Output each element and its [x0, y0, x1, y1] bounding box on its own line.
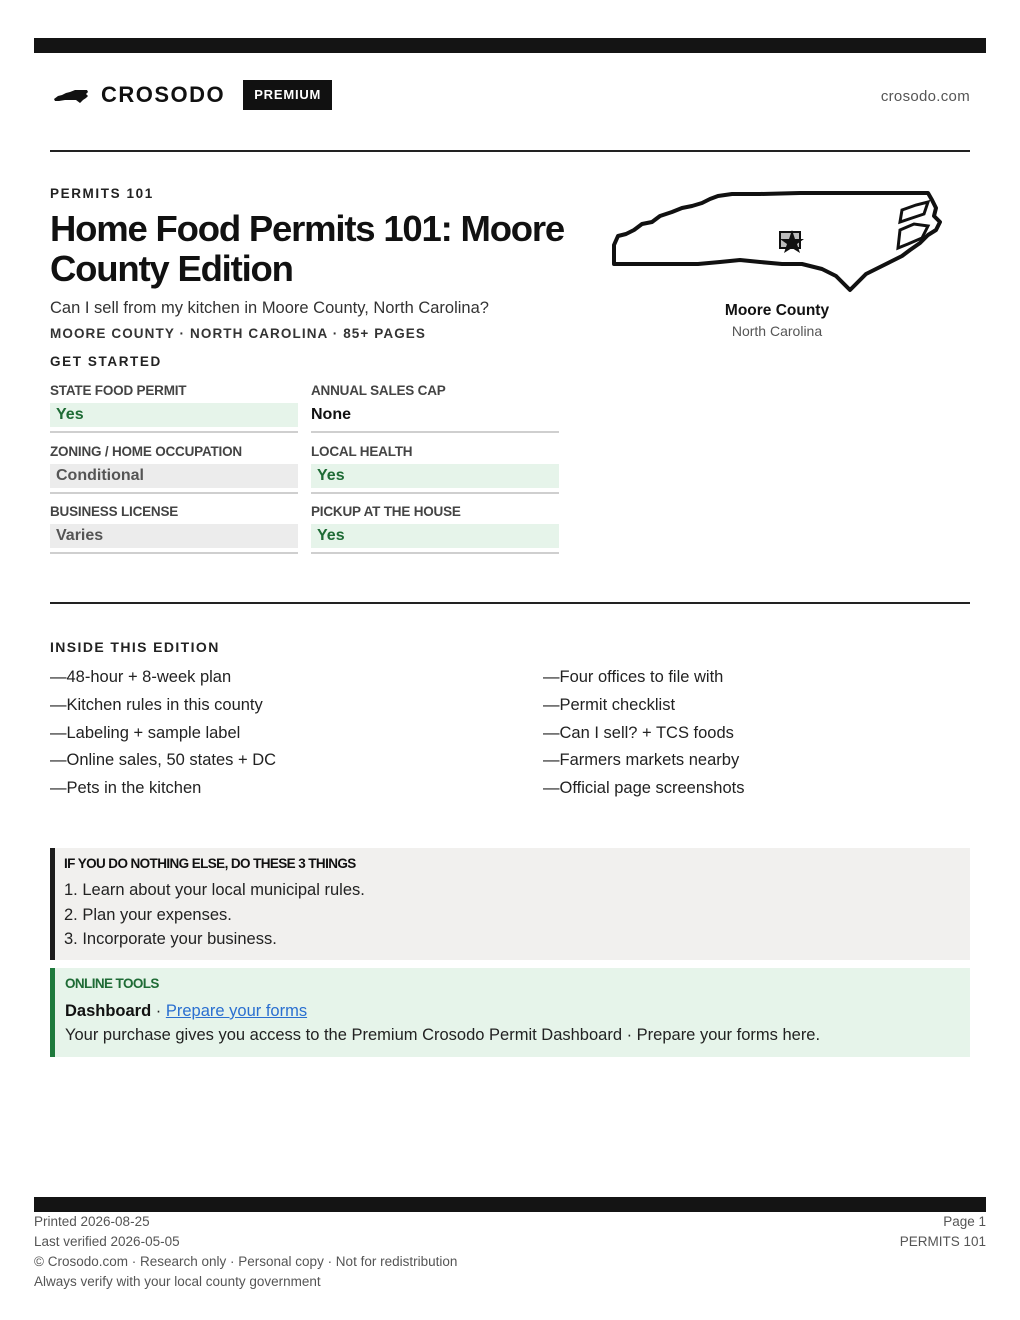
- field-underline: [311, 431, 559, 433]
- section-name: PERMITS 101: [899, 1234, 986, 1249]
- field-business-license: [50, 503, 298, 554]
- field-state-food-permit: [50, 382, 298, 433]
- prepare-forms-link[interactable]: Prepare your forms: [165, 1002, 308, 1020]
- brand-name: CROSODO: [101, 82, 226, 107]
- bottom-rule: [34, 1197, 986, 1212]
- map-county: Moore County: [724, 302, 830, 319]
- brand[interactable]: [50, 80, 332, 110]
- field-underline: [311, 552, 559, 554]
- page-number: Page 1: [943, 1214, 986, 1229]
- field-zoning: [50, 443, 298, 494]
- copyright: © Crosodo.com · Research only · Personal copy · Not for redistribution: [34, 1254, 458, 1269]
- dashboard-label: Dashboard: [65, 1002, 152, 1020]
- north-carolina-map-icon: [610, 188, 945, 296]
- inside-heading: INSIDE THIS EDITION: [50, 639, 220, 655]
- status-badge: Varies: [50, 524, 298, 548]
- field-local-health: [311, 443, 559, 494]
- section-divider: [50, 602, 970, 604]
- premium-badge: PREMIUM: [243, 80, 332, 110]
- callout-step: 1. Learn about your local municipal rules.: [64, 881, 365, 899]
- tools-description: Your purchase gives you access to the Premium Crosodo Permit Dashboard · Prepare your forms here.: [65, 1026, 821, 1044]
- footer-left: [34, 1212, 457, 1292]
- list-item: —Can I sell? + TCS foods: [543, 723, 734, 742]
- status-badge: Yes: [311, 464, 559, 488]
- field-underline: [50, 431, 298, 433]
- disclaimer: Always verify with your local county government: [34, 1274, 321, 1289]
- get-started-heading: GET STARTED: [50, 354, 162, 369]
- field-underline: [311, 492, 559, 494]
- online-tools-panel: [50, 968, 970, 1057]
- printed-date: Printed 2026-08-25: [34, 1214, 150, 1229]
- tools-links-row: [65, 999, 970, 1023]
- site-url[interactable]: crosodo.com: [880, 88, 970, 105]
- header-divider: [50, 150, 970, 152]
- field-annual-sales-cap: [311, 382, 559, 433]
- field-label: PICKUP AT THE HOUSE: [311, 504, 461, 519]
- callout-step: 3. Incorporate your business.: [64, 930, 277, 948]
- page-title: Home Food Permits 101: Moore County Edition: [50, 208, 565, 289]
- field-underline: [50, 492, 298, 494]
- list-item: —Online sales, 50 states + DC: [50, 751, 277, 770]
- field-label: BUSINESS LICENSE: [50, 504, 179, 519]
- map-caption: [677, 301, 877, 341]
- list-item: —Permit checklist: [543, 695, 676, 714]
- list-item: —Kitchen rules in this county: [50, 695, 263, 714]
- list-item: —Four offices to file with: [543, 668, 724, 686]
- subtitle: Can I sell from my kitchen in Moore County, North Carolina?: [50, 299, 489, 317]
- status-badge: Conditional: [50, 464, 298, 488]
- list-item: —Farmers markets nearby: [543, 751, 740, 770]
- list-item: —Labeling + sample label: [50, 723, 241, 742]
- toc-left: [50, 666, 276, 805]
- tools-title: ONLINE TOOLS: [65, 976, 159, 991]
- field-pickup: [311, 503, 559, 554]
- field-underline: [50, 552, 298, 554]
- list-item: —Pets in the kitchen: [50, 779, 202, 798]
- field-label: ANNUAL SALES CAP: [311, 383, 446, 398]
- status-badge: None: [311, 406, 351, 423]
- edition-meta: MOORE COUNTY · NORTH CAROLINA · 85+ PAGES: [50, 326, 427, 341]
- status-badge: Yes: [50, 403, 298, 427]
- field-label: STATE FOOD PERMIT: [50, 383, 187, 398]
- list-item: —Official page screenshots: [543, 779, 745, 798]
- nc-state-silhouette-icon: [53, 85, 91, 105]
- list-item: —48-hour + 8-week plan: [50, 668, 232, 686]
- callout-title: IF YOU DO NOTHING ELSE, DO THESE 3 THINGS: [64, 856, 356, 871]
- map-state: North Carolina: [731, 323, 823, 339]
- verified-date: Last verified 2026-05-05: [34, 1234, 180, 1249]
- header: [50, 80, 970, 114]
- status-badge: Yes: [311, 524, 559, 548]
- footer-right: [900, 1212, 986, 1252]
- callout-step: 2. Plan your expenses.: [64, 905, 232, 924]
- action-callout: [50, 848, 970, 960]
- eyebrow: PERMITS 101: [50, 186, 154, 201]
- link-separator: ·: [151, 1002, 166, 1020]
- top-rule: [34, 38, 986, 53]
- toc-right: [543, 666, 744, 805]
- field-label: LOCAL HEALTH: [311, 444, 413, 459]
- field-label: ZONING / HOME OCCUPATION: [50, 444, 242, 459]
